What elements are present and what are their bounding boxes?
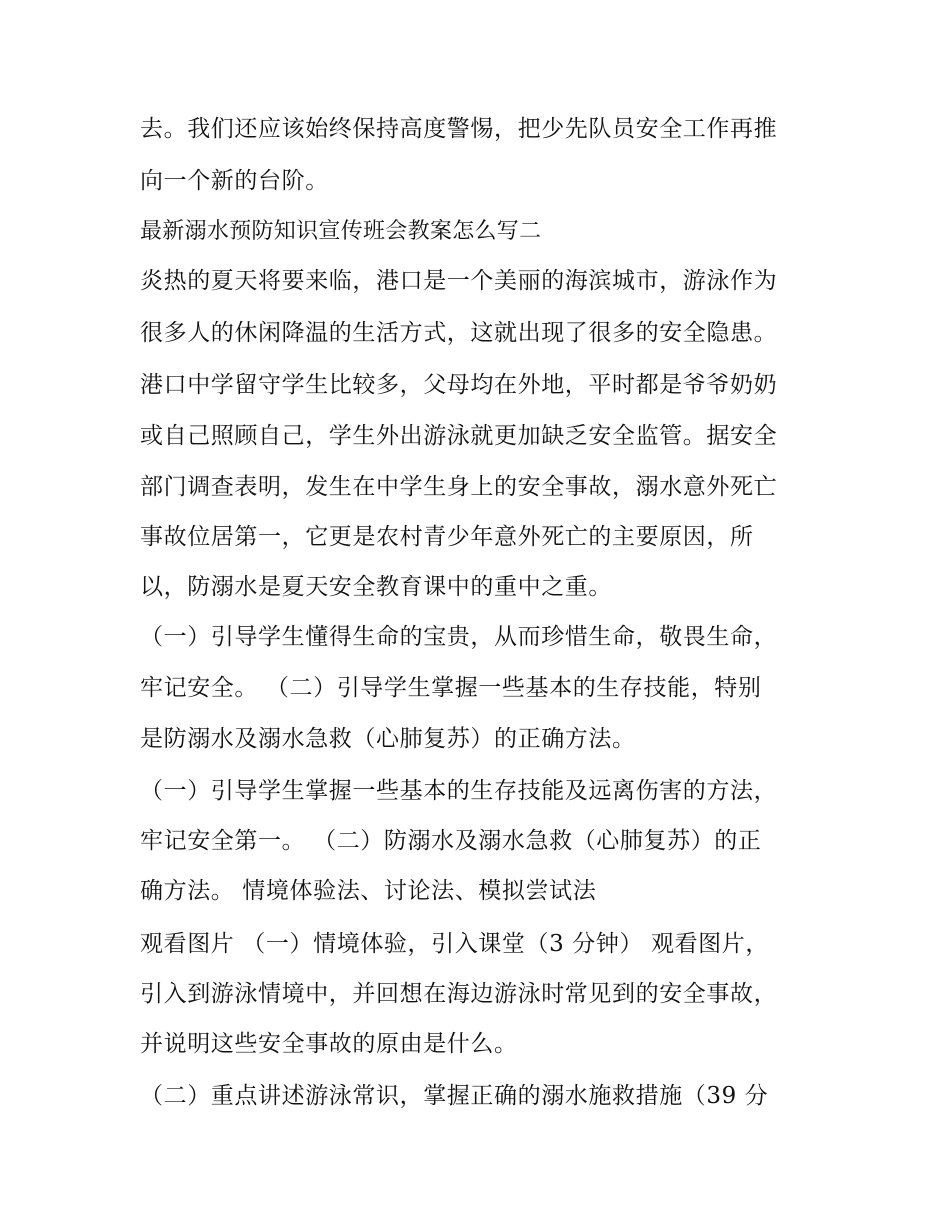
text-line: 以，防溺水是夏天安全教育课中的重中之重。	[140, 574, 612, 600]
text-line: 部门调查表明，发生在中学生身上的安全事故，溺水意外死亡	[140, 474, 778, 500]
text-line: 港口中学留守学生比较多，父母均在外地，平时都是爷爷奶奶	[140, 372, 778, 398]
text-line: 牢记安全。 （二）引导学生掌握一些基本的生存技能，特别	[140, 675, 762, 701]
text-line: 引入到游泳情境中，并回想在海边游泳时常见到的安全事故，	[140, 981, 778, 1007]
text-line: 观看图片 （一）情境体验，引入课堂（3 分钟） 观看图片，	[140, 931, 769, 957]
text-line: （二）重点讲述游泳常识，掌握正确的溺水施救措施（39 分	[140, 1083, 769, 1109]
text-line: 事故位居第一，它更是农村青少年意外死亡的主要原因，所	[140, 524, 754, 550]
text-line: 并说明这些安全事故的原由是什么。	[140, 1031, 518, 1057]
section-heading: 最新溺水预防知识宣传班会教案怎么写二	[140, 219, 542, 244]
text-line: 确方法。 情境体验法、讨论法、模拟尝试法	[140, 878, 597, 904]
text-line: 牢记安全第一。 （二）防溺水及溺水急救（心肺复苏）的正	[140, 828, 762, 854]
text-line: 炎热的夏天将要来临，港口是一个美丽的海滨城市，游泳作为	[140, 268, 778, 294]
text-line: 是防溺水及溺水急救（心肺复苏）的正确方法。	[140, 726, 636, 752]
text-line: 很多人的休闲降温的生活方式，这就出现了很多的安全隐患。	[140, 320, 778, 346]
text-line: 向一个新的台阶。	[140, 168, 329, 194]
text-line: （一）引导学生懂得生命的宝贵，从而珍惜生命，敬畏生命，	[140, 624, 778, 650]
text-line: （一）引导学生掌握一些基本的生存技能及远离伤害的方法，	[140, 778, 778, 804]
text-line: 去。我们还应该始终保持高度警惕，把少先队员安全工作再推	[140, 116, 778, 142]
text-line: 或自己照顾自己，学生外出游泳就更加缺乏安全监管。据安全	[140, 423, 778, 449]
